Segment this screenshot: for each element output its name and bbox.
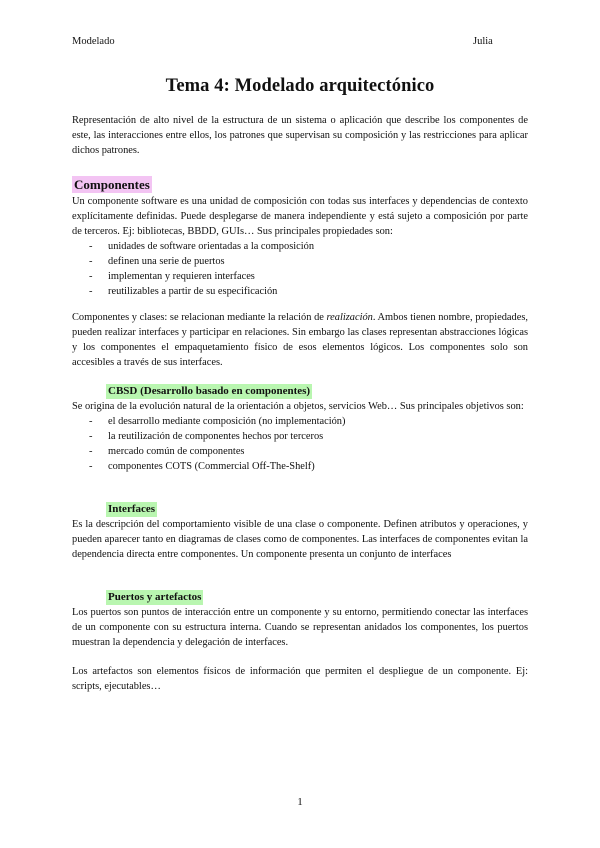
page-number: 1 bbox=[297, 796, 303, 808]
cbsd-paragraph: Se origina de la evolución natural de la orientación a objetos, servicios Web… Sus principales objetivos son: bbox=[72, 401, 524, 412]
puertos-paragraph: Los puertos son puntos de interacción entre un componente y su entorno, permitiendo conectar las interfaces de un componente con su estructura interna. Cuando se representan anidados los componentes, los puertos muestran la dependencia y delegación de interfaces. bbox=[72, 607, 528, 648]
intro-paragraph: Representación de alto nivel de la estructura de un sistema o aplicación que describe los componentes de este, las interacciones entre ellos, los patrones que supervisan su composición y las restricciones para aplicar dichos patrones. bbox=[72, 115, 528, 156]
list-item: - unidades de software orientadas a la composición bbox=[72, 239, 528, 254]
componentes-heading: Componentes bbox=[74, 177, 150, 192]
list-item: - reutilizables a partir de su especificación bbox=[72, 284, 528, 299]
list-item: - mercado común de componentes bbox=[72, 444, 528, 459]
list-item: - el desarrollo mediante composición (no implementación) bbox=[72, 414, 528, 429]
intro-section bbox=[72, 113, 528, 158]
cbsd-section bbox=[72, 384, 528, 474]
page-title: Tema 4: Modelado arquitectónico bbox=[165, 76, 435, 96]
puertos-heading: Puertos y artefactos bbox=[108, 591, 202, 603]
list-item: - implementan y requieren interfaces bbox=[72, 269, 528, 284]
componentes-paragraph: Un componente software es una unidad de composición con todas sus interfaces y dependencias de contexto explícitamente definidas. Puede desplegarse de manera independiente y está sujeto a composición por parte de terceros. Ej: bibliotecas, BBDD, GUIs… Sus principales propiedades son: bbox=[72, 196, 528, 237]
puertos-section bbox=[72, 590, 528, 694]
header-right: Julia bbox=[473, 36, 493, 47]
list-item: - componentes COTS (Commercial Off-The-Shelf) bbox=[72, 459, 528, 474]
realizacion-term: realización bbox=[326, 312, 373, 323]
interfaces-heading: Interfaces bbox=[108, 503, 156, 515]
artefactos-paragraph: Los artefactos son elementos físicos de información que permiten el despliegue de un componente. Ej: scripts, ejecutables… bbox=[72, 666, 528, 692]
cbsd-list bbox=[72, 414, 528, 474]
clases-text-post: . Ambos tienen nombre, propiedades, pueden realizar interfaces y participar en relaciones. Sin embargo las clases representan abstracciones lógicas y los componentes el empaquetamiento físico de esos elementos lógicos. Los componentes solo son accesibles a través de sus interfaces. bbox=[72, 312, 528, 368]
componentes-list bbox=[72, 239, 528, 299]
list-item: - definen una serie de puertos bbox=[72, 254, 528, 269]
interfaces-paragraph: Es la descripción del comportamiento visible de una clase o componente. Definen atributos y operaciones, y pueden aparecer tanto en diagramas de clases como de componentes. Las interfaces de componentes evitan la dependencia directa entre componentes. Un componente presenta un conjunto de interfaces bbox=[72, 519, 528, 560]
clases-paragraph bbox=[72, 310, 528, 370]
componentes-section bbox=[72, 176, 528, 299]
list-item: - la reutilización de componentes hechos por terceros bbox=[72, 429, 528, 444]
header-left: Modelado bbox=[72, 36, 115, 47]
clases-text-pre: Componentes y clases: se relacionan mediante la relación de bbox=[72, 312, 327, 323]
clases-section bbox=[72, 310, 528, 370]
cbsd-heading: CBSD (Desarrollo basado en componentes) bbox=[108, 385, 311, 397]
interfaces-section bbox=[72, 502, 528, 562]
